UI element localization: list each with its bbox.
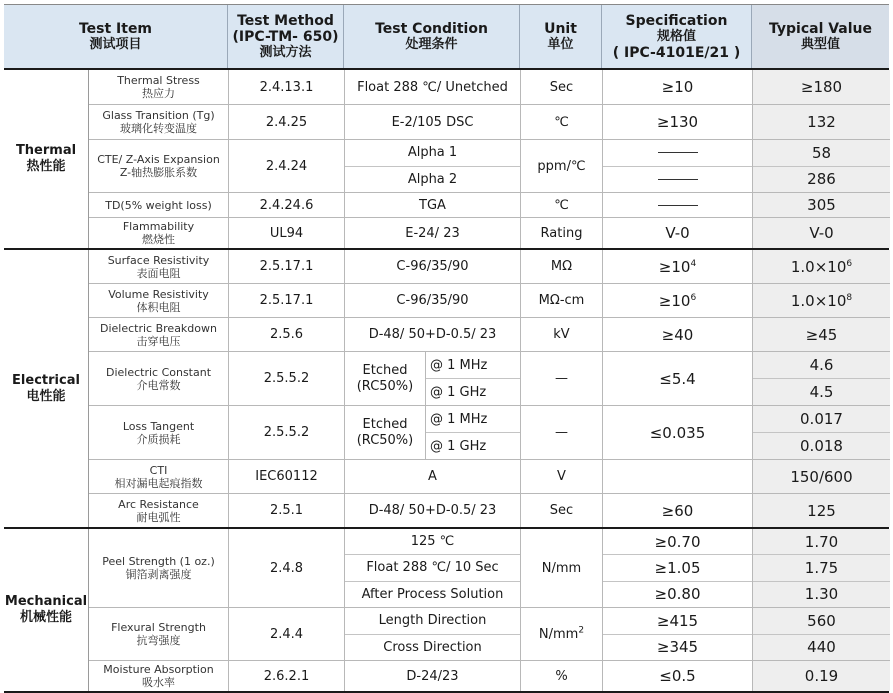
item-name: Surface Resistivity bbox=[107, 253, 210, 267]
unit-cell: kV bbox=[521, 318, 603, 351]
unit-cell: Sec bbox=[521, 494, 603, 527]
item-name-cn: 耐电弧性 bbox=[136, 510, 181, 524]
item-cell bbox=[89, 406, 229, 459]
item-name-cn: 体积电阻 bbox=[136, 300, 181, 314]
item-name-cn: 击穿电压 bbox=[136, 334, 181, 348]
typical-cell bbox=[753, 250, 890, 283]
typical-cell bbox=[753, 406, 890, 459]
item-name-cn: 燃烧性 bbox=[142, 233, 175, 246]
method-cell: 2.5.1 bbox=[229, 494, 345, 527]
typical-cell bbox=[753, 529, 890, 607]
item-name-cn: 铜箔剥离强度 bbox=[125, 568, 192, 581]
thermal-category bbox=[4, 70, 89, 248]
typical-cell bbox=[753, 284, 890, 317]
typical-125c: 1.70 bbox=[804, 532, 839, 551]
typical-cell: 305 bbox=[753, 193, 890, 217]
spec-length: ≥415 bbox=[656, 611, 699, 630]
unit-cell: N/mm bbox=[521, 529, 603, 607]
table-row bbox=[89, 608, 890, 661]
method-cell: 2.4.4 bbox=[229, 608, 345, 660]
electrical-category bbox=[4, 250, 89, 527]
header-condition-cn: 处理条件 bbox=[405, 36, 458, 52]
condition-cell: C-96/35/90 bbox=[345, 284, 521, 317]
header-unit-cn: 单位 bbox=[547, 36, 574, 52]
table-row bbox=[89, 318, 890, 352]
condition-float: Float 288 ℃/ 10 Sec bbox=[345, 554, 520, 580]
typical-1ghz: 0.018 bbox=[753, 432, 890, 459]
unit-cell: ℃ bbox=[521, 193, 603, 217]
item-name: Thermal Stress bbox=[117, 74, 200, 87]
condition-cell: D-24/23 bbox=[345, 661, 521, 691]
item-name: Volume Resistivity bbox=[108, 287, 209, 301]
item-cell bbox=[89, 140, 229, 192]
mechanical-name-cn: 机械性能 bbox=[19, 610, 72, 625]
item-cell bbox=[89, 318, 229, 351]
item-name: Arc Resistance bbox=[118, 497, 199, 511]
table-row bbox=[89, 460, 890, 494]
table-header bbox=[4, 4, 889, 70]
item-name: Flammability bbox=[122, 220, 195, 233]
item-cell bbox=[89, 494, 229, 527]
thermal-name: Thermal bbox=[15, 143, 77, 158]
header-test-method bbox=[228, 5, 344, 68]
table-row bbox=[89, 661, 890, 691]
typical-cell: 150/600 bbox=[753, 460, 890, 493]
spec-cell: V-0 bbox=[603, 218, 753, 248]
header-test-item-label: Test Item bbox=[78, 20, 153, 37]
spec-cell bbox=[603, 284, 753, 317]
method-cell: 2.5.17.1 bbox=[229, 284, 345, 317]
typical-cell: ≥180 bbox=[753, 70, 890, 104]
spec-exponent: 4 bbox=[690, 258, 697, 269]
spec-base: ≥10 bbox=[658, 257, 691, 276]
condition-after-process: After Process Solution bbox=[345, 581, 520, 607]
unit-cell: ℃ bbox=[521, 105, 603, 139]
item-name: Moisture Absorption bbox=[103, 663, 214, 676]
method-cell: 2.4.13.1 bbox=[229, 70, 345, 104]
header-condition-label: Test Condition bbox=[375, 20, 488, 37]
condition-length: Length Direction bbox=[378, 613, 487, 629]
header-unit-label: Unit bbox=[544, 20, 577, 37]
spec-cell: ≥60 bbox=[603, 494, 753, 527]
condition-etched bbox=[345, 406, 425, 459]
spec-dash bbox=[603, 166, 752, 193]
typical-1mhz: 0.017 bbox=[800, 410, 843, 428]
item-name: CTE/ Z-Axis Expansion bbox=[97, 153, 220, 166]
condition-alpha-2: Alpha 2 bbox=[345, 166, 520, 193]
spec-cell: ≤5.4 bbox=[603, 352, 753, 405]
item-name: Loss Tangent bbox=[122, 419, 195, 433]
table-row bbox=[89, 105, 890, 140]
spec-cell bbox=[603, 460, 753, 493]
unit-cell: V bbox=[521, 460, 603, 493]
unit-cell: MΩ bbox=[521, 250, 603, 283]
unit-cell: — bbox=[521, 406, 603, 459]
spec-cell: ≤0.035 bbox=[603, 406, 753, 459]
condition-cell: D-48/ 50+D-0.5/ 23 bbox=[345, 494, 521, 527]
electrical-name-cn: 电性能 bbox=[26, 388, 66, 404]
condition-cell bbox=[345, 140, 521, 192]
method-cell: 2.5.5.2 bbox=[229, 352, 345, 405]
spec-125c: ≥0.70 bbox=[654, 532, 701, 551]
spec-cell: ≤0.5 bbox=[603, 661, 753, 691]
table-row bbox=[89, 352, 890, 406]
item-cell bbox=[89, 352, 229, 405]
condition-rc-label: (RC50%) bbox=[356, 378, 414, 394]
table-row bbox=[89, 218, 890, 248]
item-cell bbox=[89, 529, 229, 607]
condition-cell bbox=[345, 608, 521, 660]
item-name: Flexural Strength bbox=[111, 621, 206, 634]
method-cell: 2.4.24.6 bbox=[229, 193, 345, 217]
spec-cell: ≥40 bbox=[603, 318, 753, 351]
spec-cell bbox=[603, 193, 753, 217]
typical-cell: ≥45 bbox=[753, 318, 890, 351]
condition-125c: 125 ℃ bbox=[410, 534, 455, 550]
table-row bbox=[89, 284, 890, 318]
electrical-section bbox=[4, 250, 889, 529]
condition-etched bbox=[345, 352, 425, 405]
header-method-standard: (IPC-TM- 650) bbox=[232, 28, 339, 45]
item-name-cn: 吸水率 bbox=[142, 676, 175, 689]
condition-etched-label: Etched bbox=[362, 416, 408, 432]
mechanical-section bbox=[4, 529, 889, 693]
table-row bbox=[89, 529, 890, 608]
spec-exponent: 6 bbox=[690, 292, 697, 303]
unit-cell: ppm/℃ bbox=[521, 140, 603, 192]
spec-cell bbox=[603, 250, 753, 283]
method-cell: 2.5.6 bbox=[229, 318, 345, 351]
unit-cell: MΩ-cm bbox=[521, 284, 603, 317]
typical-1ghz: 4.5 bbox=[753, 378, 890, 405]
table-row bbox=[89, 406, 890, 460]
freq-1mhz: @ 1 MHz bbox=[430, 411, 488, 427]
item-name-cn: 相对漏电起痕指数 bbox=[114, 476, 203, 490]
item-name: TD(5% weight loss) bbox=[105, 198, 212, 212]
condition-cell: Float 288 ℃/ Unetched bbox=[345, 70, 521, 104]
method-cell: 2.5.17.1 bbox=[229, 250, 345, 283]
condition-cell: C-96/35/90 bbox=[345, 250, 521, 283]
item-cell bbox=[89, 70, 229, 104]
item-name-cn: Z-轴热膨胀系数 bbox=[119, 166, 198, 179]
item-cell bbox=[89, 460, 229, 493]
condition-cell bbox=[345, 406, 521, 459]
item-name-cn: 介质损耗 bbox=[136, 432, 181, 446]
spec-cell bbox=[603, 529, 753, 607]
condition-cell: E-24/ 23 bbox=[345, 218, 521, 248]
typical-cell: 125 bbox=[753, 494, 890, 527]
unit-exponent: 2 bbox=[578, 625, 585, 636]
typical-base: 1.0×10 bbox=[790, 291, 847, 310]
unit-cell: — bbox=[521, 352, 603, 405]
item-name: CTI bbox=[149, 463, 168, 477]
typical-cell bbox=[753, 352, 890, 405]
item-cell bbox=[89, 250, 229, 283]
header-typical-label: Typical Value bbox=[768, 20, 873, 37]
typical-cell bbox=[753, 608, 890, 660]
unit-base: N/mm bbox=[538, 626, 579, 642]
electrical-name: Electrical bbox=[12, 372, 80, 388]
typical-alpha-1: 58 bbox=[811, 143, 832, 162]
spec-cell bbox=[603, 608, 753, 660]
header-spec-standard: ( IPC-4101E/21 ) bbox=[612, 44, 741, 61]
typical-cell: V-0 bbox=[753, 218, 890, 248]
typical-1mhz: 4.6 bbox=[809, 356, 834, 374]
condition-cell: A bbox=[345, 460, 521, 493]
unit-cell: % bbox=[521, 661, 603, 691]
header-unit bbox=[520, 5, 602, 68]
spec-cross: ≥345 bbox=[603, 634, 752, 661]
item-name-cn: 抗弯强度 bbox=[136, 634, 181, 647]
condition-cell: D-48/ 50+D-0.5/ 23 bbox=[345, 318, 521, 351]
table-row bbox=[89, 140, 890, 193]
header-test-item bbox=[4, 5, 228, 68]
item-cell bbox=[89, 608, 229, 660]
thermal-section bbox=[4, 70, 889, 250]
typical-cell: 0.19 bbox=[753, 661, 890, 691]
condition-frequencies bbox=[425, 406, 520, 459]
condition-rc-label: (RC50%) bbox=[356, 432, 414, 448]
method-cell: 2.4.24 bbox=[229, 140, 345, 192]
typical-after-process: 1.30 bbox=[753, 581, 890, 607]
spec-cell: ≥130 bbox=[603, 105, 753, 139]
header-test-condition bbox=[344, 5, 520, 68]
header-method-label: Test Method bbox=[237, 12, 334, 29]
unit-cell: Sec bbox=[521, 70, 603, 104]
typical-alpha-2: 286 bbox=[753, 166, 890, 193]
item-name: Peel Strength (1 oz.) bbox=[102, 555, 215, 568]
unit-cell bbox=[521, 608, 603, 660]
method-cell: 2.4.25 bbox=[229, 105, 345, 139]
method-cell: UL94 bbox=[229, 218, 345, 248]
table-row bbox=[89, 250, 890, 284]
item-cell bbox=[89, 105, 229, 139]
thermal-name-cn: 热性能 bbox=[26, 159, 66, 174]
item-cell bbox=[89, 193, 229, 217]
typical-base: 1.0×10 bbox=[790, 257, 847, 276]
condition-etched-label: Etched bbox=[362, 362, 408, 378]
header-spec-cn: 规格值 bbox=[656, 28, 696, 44]
typical-exponent: 6 bbox=[846, 258, 853, 269]
method-cell: 2.6.2.1 bbox=[229, 661, 345, 691]
condition-alpha-1: Alpha 1 bbox=[407, 145, 458, 161]
typical-exponent: 8 bbox=[846, 292, 853, 303]
freq-1ghz: @ 1 GHz bbox=[426, 378, 521, 405]
spec-base: ≥10 bbox=[658, 291, 691, 310]
typical-float: 1.75 bbox=[753, 554, 890, 580]
mechanical-name: Mechanical bbox=[4, 594, 88, 609]
method-cell: IEC60112 bbox=[229, 460, 345, 493]
table-row bbox=[89, 70, 890, 105]
spec-cell bbox=[603, 140, 753, 192]
method-cell: 2.5.5.2 bbox=[229, 406, 345, 459]
typical-cross: 440 bbox=[753, 634, 890, 661]
spec-cell: ≥10 bbox=[603, 70, 753, 104]
unit-cell: Rating bbox=[521, 218, 603, 248]
typical-cell bbox=[753, 140, 890, 192]
properties-table bbox=[4, 4, 889, 693]
item-name-cn: 玻璃化转变温度 bbox=[120, 122, 197, 135]
header-spec-label: Specification bbox=[625, 12, 728, 29]
condition-cell bbox=[345, 529, 521, 607]
typical-length: 560 bbox=[807, 611, 836, 630]
freq-1ghz: @ 1 GHz bbox=[426, 432, 521, 459]
item-name: Dielectric Breakdown bbox=[100, 321, 217, 335]
header-method-cn: 测试方法 bbox=[259, 44, 312, 60]
item-name: Dielectric Constant bbox=[105, 365, 212, 379]
item-cell bbox=[89, 284, 229, 317]
header-typical-cn: 典型值 bbox=[800, 36, 840, 52]
item-cell bbox=[89, 218, 229, 248]
table-row bbox=[89, 494, 890, 527]
item-name-cn: 表面电阻 bbox=[136, 266, 181, 280]
condition-frequencies bbox=[425, 352, 520, 405]
header-typical-value bbox=[752, 5, 889, 68]
header-specification bbox=[602, 5, 752, 68]
table-row bbox=[89, 193, 890, 218]
method-cell: 2.4.8 bbox=[229, 529, 345, 607]
condition-cell: TGA bbox=[345, 193, 521, 217]
spec-after-process: ≥0.80 bbox=[603, 581, 752, 607]
spec-float: ≥1.05 bbox=[603, 554, 752, 580]
condition-cell: E-2/105 DSC bbox=[345, 105, 521, 139]
condition-cross: Cross Direction bbox=[345, 634, 520, 661]
item-name: Glass Transition (Tg) bbox=[102, 109, 215, 122]
typical-cell: 132 bbox=[753, 105, 890, 139]
item-name-cn: 介电常数 bbox=[136, 378, 181, 392]
freq-1mhz: @ 1 MHz bbox=[430, 357, 488, 373]
item-name-cn: 热应力 bbox=[142, 87, 175, 100]
mechanical-category bbox=[4, 529, 89, 691]
spec-dash bbox=[603, 140, 752, 166]
header-test-item-cn: 测试项目 bbox=[89, 36, 142, 52]
condition-cell bbox=[345, 352, 521, 405]
item-cell bbox=[89, 661, 229, 691]
